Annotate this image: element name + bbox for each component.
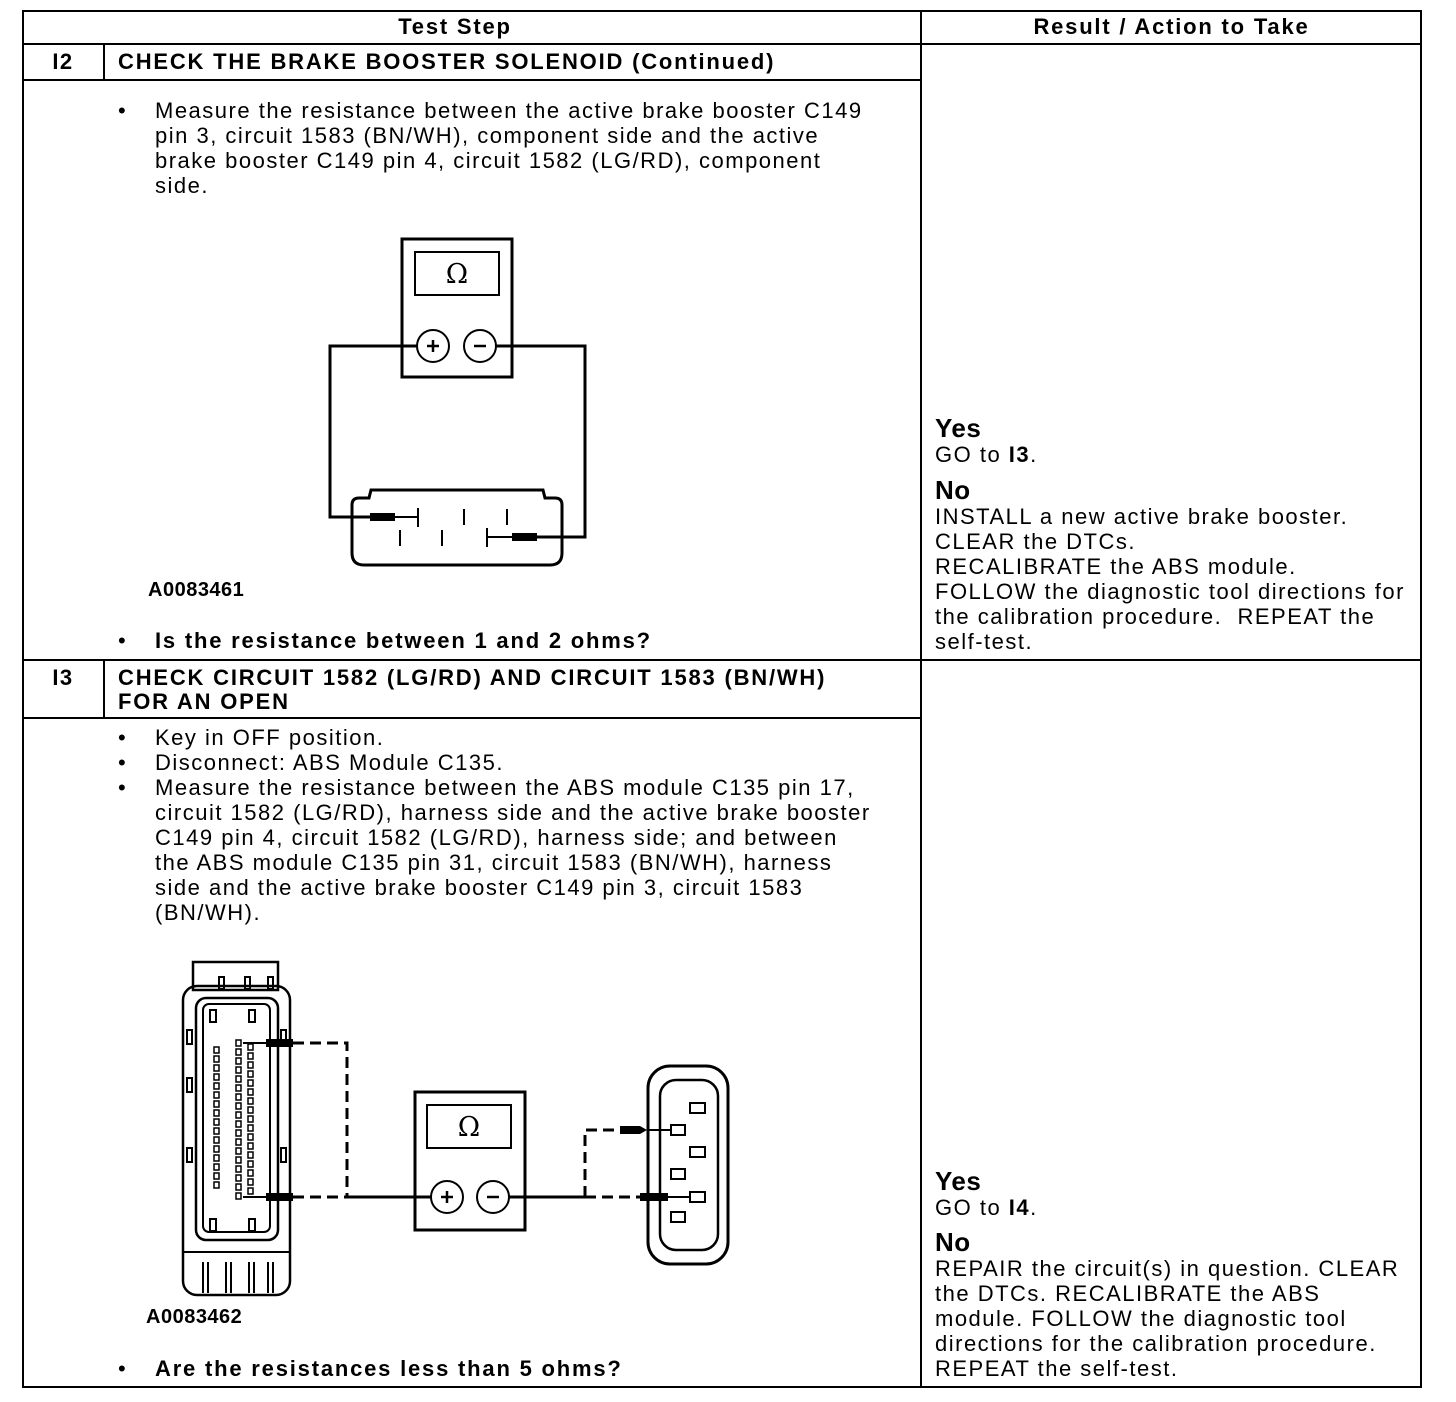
abs-connector-pin: [248, 1134, 253, 1140]
probe: [640, 1193, 668, 1201]
instruction-bullet: [118, 775, 871, 925]
connector-large-pin: [249, 1010, 255, 1022]
abs-connector-pin: [248, 1143, 253, 1149]
abs-connector-pin: [214, 1056, 219, 1062]
connector-side-clip: [187, 1078, 192, 1092]
negative-probe: [512, 533, 537, 541]
abs-connector-pin: [248, 1152, 253, 1158]
connector-large-pin: [210, 1010, 216, 1022]
abs-connector-pin: [236, 1193, 241, 1199]
abs-connector-pin: [214, 1101, 219, 1107]
abs-connector-pin: [248, 1116, 253, 1122]
brake-booster-connector: [648, 1066, 728, 1264]
multimeter-icon: [415, 1092, 525, 1230]
test-leads: [330, 346, 585, 537]
abs-side-probes: [243, 1039, 431, 1201]
abs-connector-pin: [214, 1047, 219, 1053]
abs-connector-pin: [236, 1049, 241, 1055]
instruction-line: C149 pin 4, circuit 1582 (LG/RD), harness side; and between: [155, 825, 838, 850]
abs-connector-pin: [236, 1184, 241, 1190]
abs-connector-pin: [248, 1107, 253, 1113]
abs-connector-pin: [248, 1170, 253, 1176]
abs-connector-pin: [236, 1130, 241, 1136]
action-text: GO to: [935, 442, 1009, 467]
abs-connector-pin: [236, 1067, 241, 1073]
abs-connector-pin: [248, 1125, 253, 1131]
step-instructions: [118, 725, 871, 925]
negative-lead: [496, 346, 585, 537]
instruction-bullet: [118, 725, 871, 750]
abs-connector-pin: [214, 1065, 219, 1071]
abs-connector-pin: [214, 1092, 219, 1098]
abs-connector-pin: [248, 1080, 253, 1086]
result-no-actions: [935, 1256, 1399, 1381]
figure-label: A0083462: [146, 1306, 243, 1328]
instruction-line: • Disconnect: ABS Module C135.: [155, 750, 504, 775]
booster-side-probes: [509, 1126, 690, 1201]
step-row-divider: [22, 659, 1422, 661]
connector-housing: [352, 490, 562, 565]
abs-connector-pin: [248, 1188, 253, 1194]
instruction-line: • Measure the resistance between the active brake booster C149: [155, 98, 863, 123]
step-title: [118, 50, 775, 74]
action-line: FOLLOW the diagnostic tool directions for: [935, 579, 1405, 604]
plus-sign-icon: [427, 340, 439, 352]
action-text: .: [1030, 1195, 1038, 1220]
step-id: I3: [52, 665, 74, 690]
result-no-label: No: [935, 475, 971, 505]
abs-connector-pin: [236, 1103, 241, 1109]
solenoid-resistance-figure: [320, 230, 600, 575]
result-yes-action: [935, 1195, 1038, 1220]
step-i2-title-divider: [22, 79, 922, 81]
result-yes-label: Yes: [935, 413, 982, 443]
instruction-line: • Measure the resistance between the ABS module C135 pin 17,: [155, 775, 855, 800]
instruction-line: side.: [155, 173, 209, 198]
header-row-divider: [22, 43, 1422, 45]
abs-connector-pin: [248, 1062, 253, 1068]
abs-connector-pin: [236, 1121, 241, 1127]
abs-connector-pin: [236, 1085, 241, 1091]
abs-connector-pin: [236, 1058, 241, 1064]
abs-connector-pin: [236, 1094, 241, 1100]
abs-connector-pin: [214, 1146, 219, 1152]
instruction-line: pin 3, circuit 1583 (BN/WH), component side and the active: [155, 123, 820, 148]
abs-connector-pin: [214, 1182, 219, 1188]
instruction-line: the ABS module C135 pin 31, circuit 1583 (BN/WH), harness: [155, 850, 833, 875]
connector-pin: [690, 1147, 705, 1157]
circuit-open-test-figure: [175, 955, 740, 1300]
jumper-lead-dashed: [293, 1043, 347, 1197]
action-line: REPEAT the self-test.: [935, 1356, 1179, 1381]
step-id: I2: [52, 49, 74, 74]
connector-pin: [671, 1169, 685, 1179]
abs-connector-pin: [214, 1155, 219, 1161]
step-title-line: FOR AN OPEN: [118, 689, 290, 714]
instruction-line: brake booster C149 pin 4, circuit 1582 (LG/RD), component: [155, 148, 822, 173]
action-line: CLEAR the DTCs.: [935, 529, 1136, 554]
abs-connector-pin: [248, 1053, 253, 1059]
connector-side-clip: [187, 1148, 192, 1162]
connector-pin: [671, 1212, 685, 1222]
ohm-symbol: Ω: [445, 259, 469, 290]
abs-connector-pin: [236, 1076, 241, 1082]
action-line: directions for the calibration procedure.: [935, 1331, 1377, 1356]
abs-connector-pin: [248, 1161, 253, 1167]
abs-module-pin-array: [214, 1040, 253, 1199]
instruction-line: circuit 1582 (LG/RD), harness side and the active brake booster: [155, 800, 871, 825]
instruction-line: side and the active brake booster C149 pin 3, circuit 1583: [155, 875, 804, 900]
abs-connector-pin: [248, 1098, 253, 1104]
ohm-symbol: Ω: [457, 1112, 481, 1143]
abs-connector-pin: [214, 1110, 219, 1116]
multimeter-icon: [402, 239, 512, 377]
action-target-step: I3: [1008, 442, 1031, 467]
result-no-actions: [935, 504, 1405, 654]
abs-connector-pin: [236, 1175, 241, 1181]
step-i3-title-divider: [22, 717, 922, 719]
connector-inner-wall: [196, 998, 278, 1240]
abs-module-connector: [183, 962, 290, 1295]
column-header-test-step: Test Step: [398, 14, 512, 39]
action-line: RECALIBRATE the ABS module.: [935, 554, 1297, 579]
question-text: • Is the resistance between 1 and 2 ohms?: [155, 628, 652, 653]
connector-side-clip: [281, 1148, 286, 1162]
probe: [620, 1126, 647, 1134]
plus-sign-icon: [441, 1191, 453, 1203]
question-bullet: [118, 1356, 623, 1381]
step-question: [118, 1356, 623, 1381]
action-line: the calibration procedure. REPEAT the: [935, 604, 1376, 629]
abs-connector-pin: [236, 1148, 241, 1154]
abs-connector-pin: [214, 1173, 219, 1179]
instruction-bullet: [118, 98, 863, 198]
probe: [266, 1039, 293, 1047]
abs-connector-pin: [214, 1083, 219, 1089]
step-title-line: CHECK CIRCUIT 1582 (LG/RD) AND CIRCUIT 1583 (BN/WH): [118, 665, 827, 690]
abs-connector-pin: [214, 1074, 219, 1080]
abs-connector-pin: [214, 1119, 219, 1125]
result-yes-label: Yes: [935, 1166, 982, 1196]
connector-large-pin: [210, 1219, 216, 1231]
connector-latch: [183, 1252, 290, 1293]
column-header-result-action: Result / Action to Take: [1033, 14, 1310, 39]
jumper-lead-dashed: [585, 1130, 620, 1197]
connector-pin: [690, 1103, 705, 1113]
abs-connector-pin: [214, 1164, 219, 1170]
probe: [266, 1193, 293, 1201]
abs-connector-pin: [248, 1044, 253, 1050]
action-line: module. FOLLOW the diagnostic tool: [935, 1306, 1347, 1331]
step-question: [118, 628, 652, 653]
connector-pin: [690, 1192, 705, 1202]
abs-connector-pin: [214, 1137, 219, 1143]
step-title-line: CHECK THE BRAKE BOOSTER SOLENOID (Continued): [118, 49, 776, 74]
abs-connector-pin: [214, 1128, 219, 1134]
probe-tips: [370, 513, 537, 541]
abs-connector-pin: [248, 1089, 253, 1095]
connector-pin: [671, 1125, 685, 1135]
connector-large-pin: [249, 1219, 255, 1231]
instruction-line: (BN/WH).: [155, 900, 262, 925]
step-instructions: [118, 98, 863, 198]
action-line: self-test.: [935, 629, 1034, 654]
action-text: .: [1030, 442, 1038, 467]
question-text: • Are the resistances less than 5 ohms?: [155, 1356, 623, 1381]
instruction-line: • Key in OFF position.: [155, 725, 385, 750]
positive-probe: [370, 513, 395, 521]
figure-label: A0083461: [148, 579, 245, 601]
solenoid-connector: [352, 490, 562, 565]
action-line: INSTALL a new active brake booster.: [935, 504, 1349, 529]
abs-connector-pin: [236, 1166, 241, 1172]
action-text: GO to: [935, 1195, 1009, 1220]
step-title: [118, 666, 826, 714]
result-yes-action: [935, 442, 1038, 467]
action-line: REPAIR the circuit(s) in question. CLEAR: [935, 1256, 1400, 1281]
abs-connector-pin: [248, 1179, 253, 1185]
instruction-bullet: [118, 750, 871, 775]
connector-side-clip: [187, 1030, 192, 1044]
question-bullet: [118, 628, 652, 653]
abs-connector-pin: [236, 1157, 241, 1163]
result-no-label: No: [935, 1227, 971, 1257]
abs-connector-pin: [236, 1040, 241, 1046]
abs-connector-pin: [236, 1112, 241, 1118]
abs-connector-pin: [236, 1139, 241, 1145]
action-target-step: I4: [1008, 1195, 1031, 1220]
abs-connector-pin: [248, 1071, 253, 1077]
column-divider: [920, 10, 922, 1388]
action-line: the DTCs. RECALIBRATE the ABS: [935, 1281, 1321, 1306]
